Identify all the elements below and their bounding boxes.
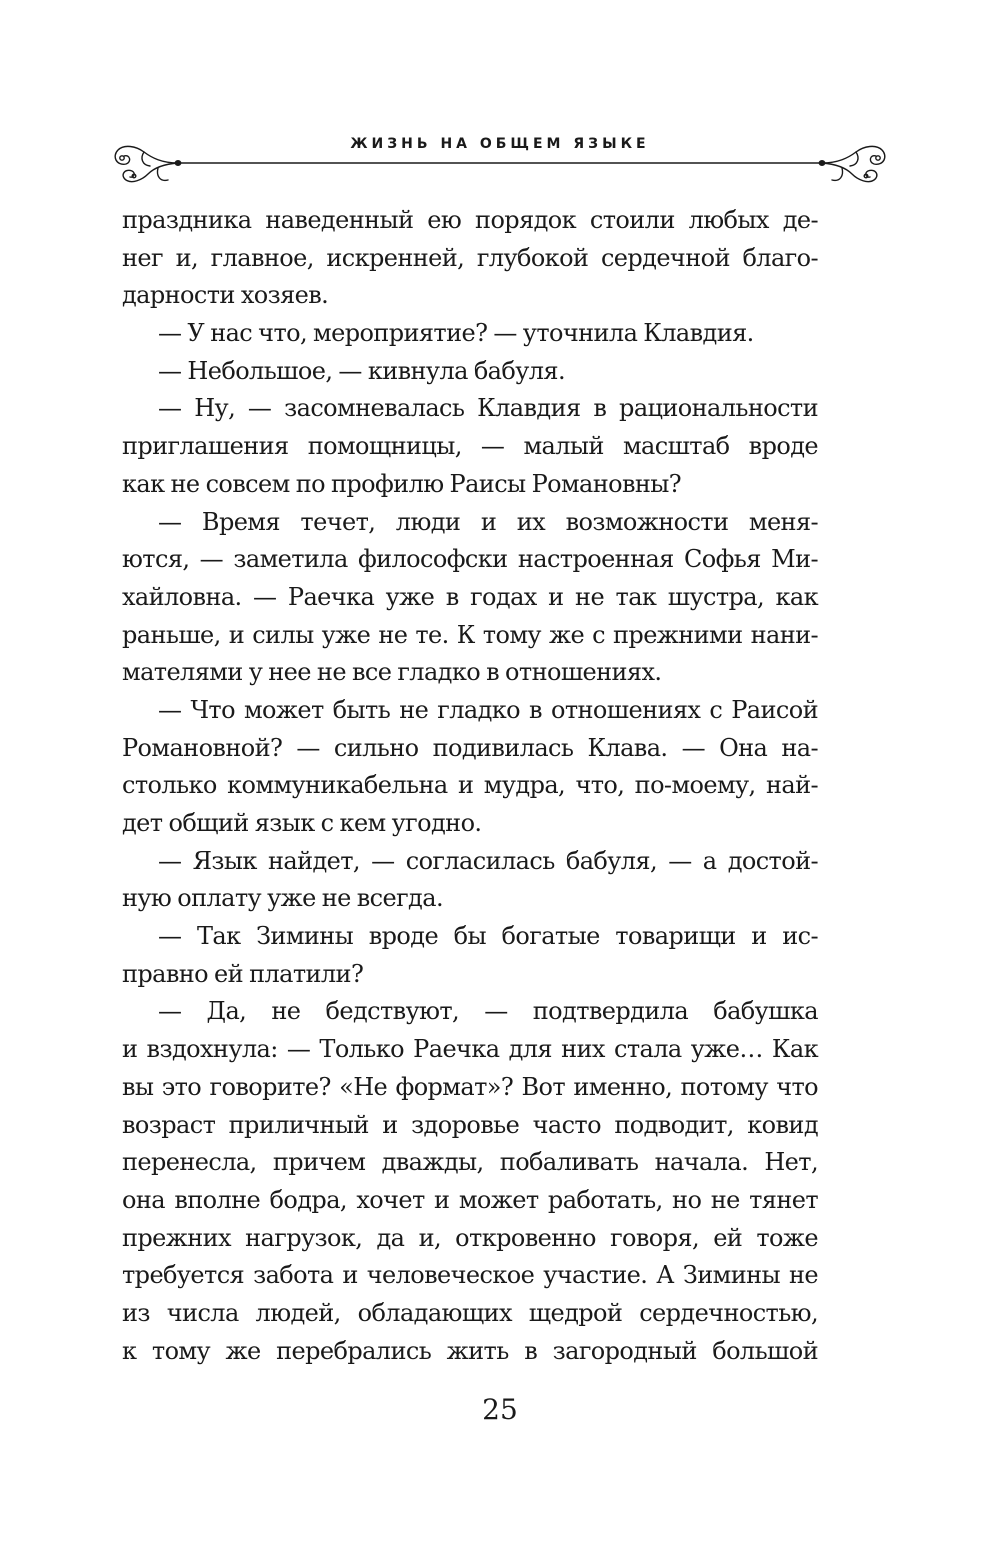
text-line: хайловна. — Раечка уже в годах и не так шустра, как [122, 582, 818, 611]
text-line: прежних нагрузок, да и, откровенно говоря, ей тоже [122, 1223, 818, 1252]
page-number: 25 [482, 1393, 518, 1426]
right-flourish-icon [822, 146, 885, 181]
text-line: дарности хозяев. [122, 281, 329, 310]
text-line: — Что может быть не гладко в отношениях с Раисой [158, 695, 818, 724]
text-line: Романовной? — сильно подивилась Клава. — Она на- [122, 733, 818, 762]
left-terminal-dot-icon [175, 160, 182, 166]
text-line: дет общий язык с кем угодно. [122, 809, 482, 837]
text-line: праздника наведенный ею порядок стоили любых де- [122, 206, 818, 234]
text-line: к тому же перебрались жить в загородный большой [122, 1336, 818, 1365]
text-line: приглашения помощницы, — малый масштаб вроде [122, 432, 818, 461]
text-line: требуется забота и человеческое участие. А Зимины не [122, 1261, 818, 1290]
header-flourish-ornament [100, 138, 900, 190]
text-line: столько коммуникабельна и мудра, что, по-моему, най- [122, 771, 818, 800]
text-line: ются, — заметила философски настроенная Софья Ми- [122, 545, 818, 574]
text-line: нег и, главное, искренней, глубокой сердечной благо- [122, 243, 818, 272]
text-line: — Ну, — засомневалась Клавдия в рациональности [158, 394, 818, 423]
text-line: — У нас что, мероприятие? — уточнила Клавдия. [158, 319, 754, 348]
text-line: вы это говорите? «Не формат»? Вот именно, потому что [122, 1072, 818, 1101]
text-line: — Небольшое, — кивнула бабуля. [158, 356, 565, 385]
text-line: и вздохнула: — Только Раечка для них стала уже… Как [122, 1035, 818, 1064]
text-line: как не совсем по профилю Раисы Романовны? [122, 469, 682, 498]
text-line: — Время течет, люди и их возможности меня- [158, 507, 818, 536]
right-terminal-dot-icon [819, 160, 826, 166]
text-line: возраст приличный и здоровье часто подводит, ковид [122, 1110, 818, 1139]
running-header: ЖИЗНЬ НА ОБЩЕМ ЯЗЫКЕ [350, 136, 650, 152]
text-line: из числа людей, обладающих щедрой сердечностью, [122, 1298, 818, 1327]
text-line: мателями у нее не все гладко в отношениях. [122, 658, 662, 687]
text-line: — Язык найдет, — согласилась бабуля, — а достой- [158, 846, 818, 875]
text-line: — Так Зимины вроде бы богатые товарищи и ис- [158, 922, 818, 951]
text-line: раньше, и силы уже не те. К тому же с прежними нани- [122, 620, 818, 649]
text-line: правно ей платили? [122, 959, 364, 988]
left-flourish-icon [115, 146, 178, 181]
body-text [122, 202, 818, 1370]
text-line: — Да, не бедствуют, — подтвердила бабушка [158, 997, 818, 1026]
text-line: перенесла, причем дважды, побаливать начала. Нет, [122, 1148, 818, 1177]
text-line: ную оплату уже не всегда. [122, 884, 443, 913]
text-line: она вполне бодра, хочет и может работать, но не тянет [122, 1185, 818, 1214]
